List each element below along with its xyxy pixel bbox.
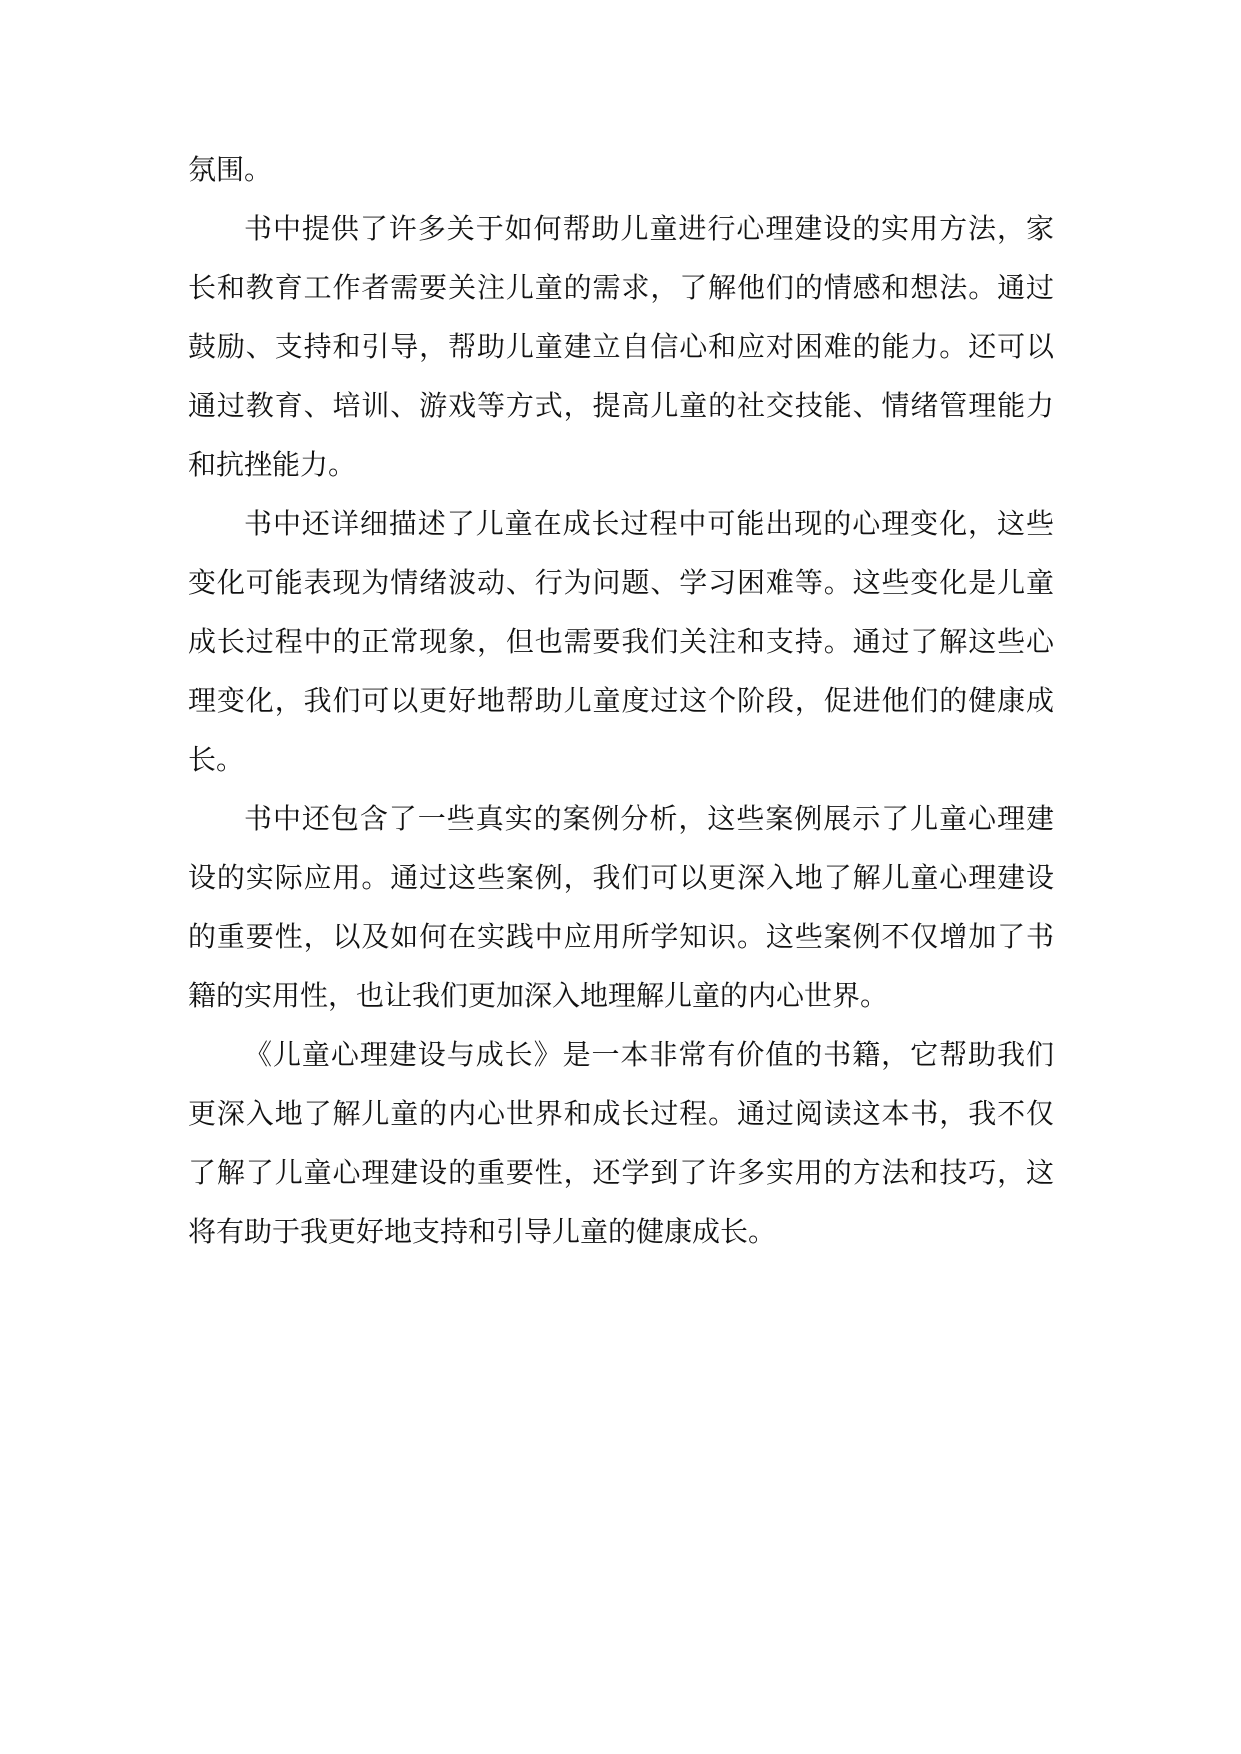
paragraph-conclusion: 《儿童心理建设与成长》是一本非常有价值的书籍，它帮助我们更深入地了解儿童的内心世界和成长过程。通过阅读这本书，我不仅了解了儿童心理建设的重要性，还学到了许多实用的方法和技巧，这将有助于我更好地支持和引导儿童的健康成长。 (188, 1038, 1054, 1248)
paragraph-continuation: 氛围。 (188, 153, 273, 186)
paragraph-case-studies: 书中还包含了一些真实的案例分析，这些案例展示了儿童心理建设的实际应用。通过这些案例，我们可以更深入地了解儿童心理建设的重要性，以及如何在实践中应用所学知识。这些案例不仅增加了书籍的实用性，也让我们更加深入地理解儿童的内心世界。 (188, 802, 1054, 1012)
paragraph-methods: 书中提供了许多关于如何帮助儿童进行心理建设的实用方法，家长和教育工作者需要关注儿童的需求，了解他们的情感和想法。通过鼓励、支持和引导，帮助儿童建立自信心和应对困难的能力。还可以通过教育、培训、游戏等方式，提高儿童的社交技能、情绪管理能力和抗挫能力。 (188, 212, 1054, 481)
document-body (188, 140, 1054, 1261)
paragraph-psychological-changes: 书中还详细描述了儿童在成长过程中可能出现的心理变化，这些变化可能表现为情绪波动、行为问题、学习困难等。这些变化是儿童成长过程中的正常现象，但也需要我们关注和支持。通过了解这些心理变化，我们可以更好地帮助儿童度过这个阶段，促进他们的健康成长。 (188, 507, 1054, 776)
